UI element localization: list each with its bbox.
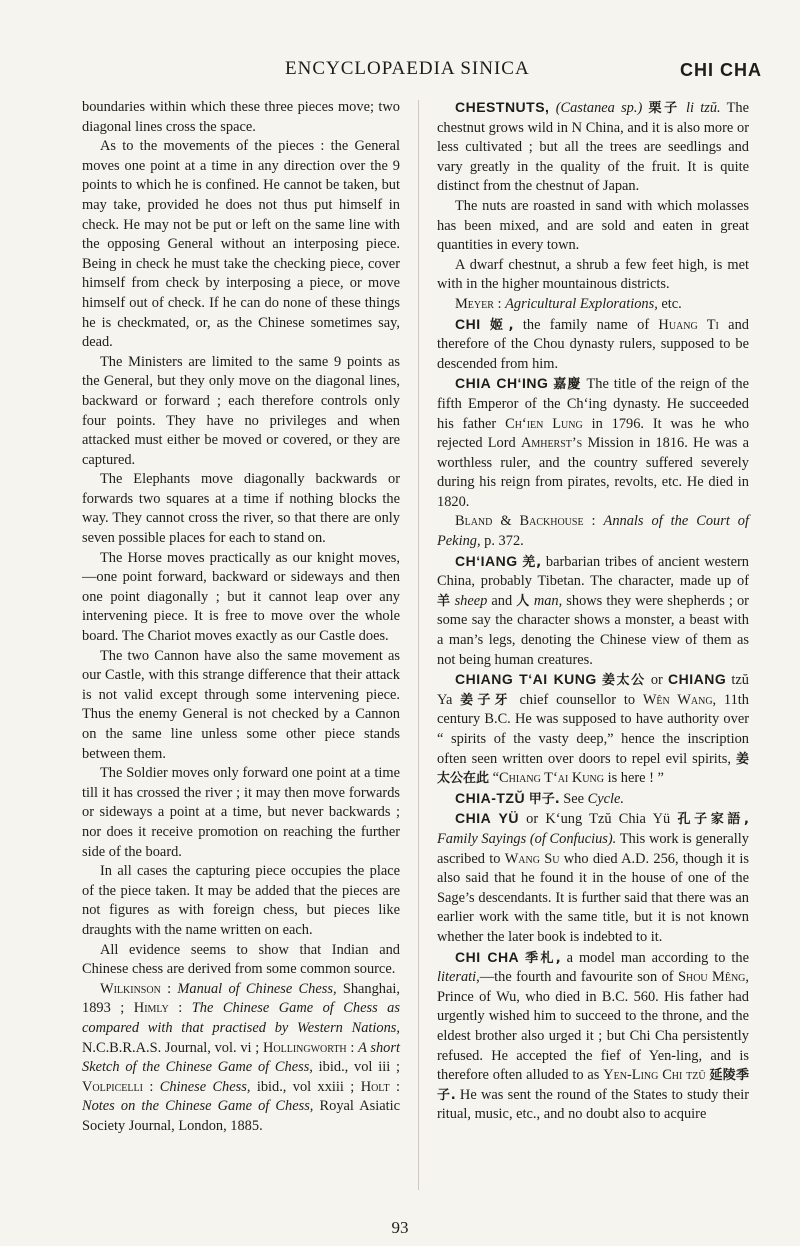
entry-text: in 1796. It was he who rejected Lord (437, 415, 750, 452)
ref-detail: Shanghai, 1893 ; (82, 980, 400, 1017)
entry-text: chief counsellor to (511, 691, 643, 708)
entry-heading: CHIA-TZŬ (455, 789, 526, 806)
chinese-characters: 姜太公 (601, 673, 646, 689)
left-column (82, 98, 400, 1136)
entry-chiang-tai-kung (437, 670, 749, 789)
entry-heading: CH‘IANG (455, 552, 518, 569)
ref-author: Wilkinson (100, 980, 161, 997)
entry-heading: CHIA YÜ (455, 810, 519, 827)
entry-heading: CHESTNUTS, (455, 99, 550, 115)
chinese-characters: 人 (516, 593, 530, 609)
chinese-characters: 姜子牙 (460, 692, 512, 708)
entry-heading: CHIA CH‘ING (455, 375, 549, 392)
entry-chia-tzu (437, 789, 749, 810)
entry-text: tzŭ Ya (437, 672, 749, 708)
entry-chi-cha (437, 948, 749, 1125)
entry-text: shows they were shepherds ; or some say the character shows a monster, a beast with a man’s legs, denoting the Chinese view of them as not being human creatures. (437, 592, 749, 668)
entry-heading: CHI (455, 315, 481, 332)
entry-text: a model man according to the (560, 949, 749, 966)
entry-text: The chestnut grows wild in N China, and it is also more or less cultivated ; but all the trees are seedlings and vary greatly in the quality of the fruit. It is quite distinct from the chestnut of Japan. (437, 100, 749, 195)
entry-text: See (559, 790, 588, 807)
chinese-characters: 羊 (437, 593, 451, 609)
ref-author: Himly (133, 1000, 169, 1017)
person-name: Amherst’s (520, 435, 583, 452)
ref-detail: Royal Asiatic Society Journal, London, 1885. (82, 1098, 400, 1134)
ref-title: Chinese Chess, (159, 1078, 251, 1095)
entry-text: or K‘ung Tzŭ Chia Yü (518, 811, 678, 828)
entry-text: and (487, 592, 517, 609)
ref-detail: ibid., vol iii ; (312, 1059, 400, 1076)
chinese-characters: 姬, (489, 317, 514, 333)
person-name: Wang Su (504, 850, 560, 867)
right-column (437, 98, 749, 1125)
person-name: Wên Wang, (642, 691, 717, 708)
paragraph: In all cases the capturing piece occupies the place of the piece taken. It may be added that the pieces are not figures as with foreign chess, but pieces like draughts with the name written on each. (82, 863, 400, 938)
entry-heading: CHIANG T‘AI KUNG (455, 671, 597, 688)
chinese-characters: 季札, (525, 950, 561, 966)
person-name: Shou Mêng, (677, 969, 749, 986)
gloss: sheep (454, 592, 488, 609)
gloss: man, (533, 592, 563, 609)
entry-text: Mission in 1816. He was a worthless ruler, and the country suffered severely during his reign from pirates, revolts, etc. He died in 1820. (437, 435, 750, 510)
work-title: Family Sayings (of Confucius). (437, 830, 617, 847)
paragraph: All evidence seems to show that Indian and Chinese chess are derived from some common source. (82, 941, 400, 978)
ref-title: The Chinese Game of Chess as compared with that practised by Western Nations, (82, 1000, 400, 1036)
ref-detail: etc. (657, 295, 682, 312)
paragraph: The Soldier moves only forward one point at a time till it has crossed the river ; it may then move forwards or sideways a point at a time, but never backwards ; nor does it receive promotion on reaching the further side of the board. (82, 765, 400, 860)
reference: Bland & Backhouse : Annals of the Court of Peking, p. 372. (437, 513, 749, 550)
person-name: Yen-Ling Chi tzŭ (603, 1067, 706, 1084)
entry-text: This work is generally ascribed to (437, 830, 749, 867)
ref-title: Annals of the Court of Peking, (437, 513, 749, 550)
chinese-characters: 羌, (522, 554, 542, 570)
ref-title: Notes on the Chinese Game of Chess, (82, 1098, 314, 1115)
romanization: li tzŭ. (686, 100, 721, 116)
entry-text: He was sent the round of the States to study their ritual, music, etc., and no doubt also to acquire (437, 1086, 749, 1123)
entry-chia-yu (437, 809, 749, 947)
ref-title: Manual of Chinese Chess, (177, 980, 337, 997)
chinese-characters: 孔子家語, (677, 812, 749, 828)
paragraph: The nuts are roasted in sand with which molasses has been mixed, and are sold and eaten in great quantities in every town. (437, 197, 749, 254)
entry-heading: CHIANG (668, 671, 727, 688)
ref-author: Meyer (455, 295, 494, 312)
ref-author: Bland & Backhouse (455, 513, 584, 530)
entry-text: The title of the reign of the fifth Emperor of the Ch‘ing dynasty. He succeeded his father (437, 376, 749, 432)
running-head: CHI CHA (680, 60, 762, 80)
gloss: literati, (437, 969, 480, 986)
references: Wilkinson : Manual of Chinese Chess, Shanghai, 1893 ; Himly : The Chinese Game of Chess as compared with that practised by Western Nations, N.C.B.R.A.S. Journal, vol. vi ; Hollingworth : A short Sketch of the Chinese Game of Chess, ibid., vol iii ; Volpicelli : Chinese Chess, ibid., vol xxiii ; Holt : Notes on the Chinese Game of Chess, Royal Asiatic Society Journal, London, 1885. (82, 980, 400, 1134)
paragraph: boundaries within which these three pieces move; two diagonal lines cross the space. (82, 99, 400, 135)
paragraph: The Ministers are limited to the same 9 points as the General, but they only move on the diagonal lines, backward or forward ; each therefore controls only four points. They have no privileges and when attacked must either be moved or covered, or they are captured. (82, 353, 400, 468)
ref-title: Agricultural Explorations, (505, 295, 658, 312)
entry-chi (437, 315, 749, 375)
entry-text: Prince of Wu, who died in B.C. 560. His father had urgently wished him to succeed to the throne, and the eldest brother also urged it ; but Chi Cha persistently refused. He accepted the fief of Yen-ling, and is therefore often alluded to as (437, 988, 749, 1084)
ref-author: Volpicelli (82, 1078, 143, 1095)
person-name: “Chiang T‘ai Kung (492, 770, 604, 787)
entry-text: —the fourth and favourite son of (479, 969, 678, 986)
paragraph: A dwarf chestnut, a shrub a few feet high, is met with in the higher mountainous districts. (437, 256, 749, 293)
entry-heading: CHI CHA (455, 948, 520, 965)
ref-author: Holt (360, 1078, 390, 1095)
entry-text: or (645, 672, 668, 689)
person-name: Huang Ti (658, 316, 719, 333)
latin-name: (Castanea sp.) (555, 100, 643, 116)
ref-detail: N.C.B.R.A.S. Journal, vol. vi ; (82, 1039, 263, 1056)
entry-text: who died A.D. 256, though it is also said that he found it in the house of one of the Sage’s descendants. It is further said that there was an earlier work with the same title, but it is not known whether the later book is indebted to it. (437, 850, 749, 945)
person-name: Ch‘ien Lung (505, 415, 583, 432)
paragraph: The Horse moves practically as our knight moves,—one point forward, backward or sideways and then one point diagonally ; but it cannot leap over any intervening piece. It is free to move over the whole board. The Chariot moves exactly as our Castle does. (82, 549, 400, 645)
reference: Meyer : Agricultural Explorations, etc. (455, 295, 682, 312)
entry-chestnuts (437, 98, 749, 197)
chinese-characters: 甲子. (528, 791, 560, 807)
page-number: 93 (391, 1218, 409, 1237)
paragraph: The two Cannon have also the same movement as our Castle, with this strange difference that their attack is not valid except through some intervening piece. Thus the enemy General is not checked by a Cannon on the same line unless some other piece stands between them. (82, 647, 400, 762)
ref-detail: p. 372. (480, 533, 524, 550)
paragraph: The Elephants move diagonally backwards or forwards two squares at a time if nothing blocks the way. They cannot cross the river, so that there are only seven possible places for each to stand on. (82, 471, 400, 547)
chinese-characters: 延陵季子. (437, 1068, 749, 1103)
ref-detail: ibid., vol xxiii ; (250, 1078, 361, 1095)
chinese-characters: 嘉慶 (553, 377, 582, 393)
entry-text: the family name of (513, 316, 659, 333)
entry-text: 11th century B.C. He was supposed to have authority over “ spirits of the vasty deep,” hence the inscription often seen written over doors to repel evil spirits, (437, 691, 749, 767)
entry-text: and therefore of the Chou dynasty rulers, supposed to be descended from him. (437, 316, 749, 372)
ref-title: A short Sketch of the Chinese Game of Chess, (82, 1039, 400, 1076)
column-divider (418, 100, 419, 1190)
running-title: ENCYCLOPAEDIA SINICA (285, 58, 530, 79)
cross-reference: Cycle. (587, 790, 625, 807)
chinese-characters: 栗子 (648, 101, 680, 116)
paragraph: As to the movements of the pieces : the General moves one point at a time in any direction over the 9 points to which he is confined. He cannot be taken, but may take, provided he does not thus put himself in check. He may not be put or left on the same line with the opposing General without an interposing piece. Being in check he must take the checking piece, cover himself from check by interposing a piece, or move himself out of check. If he can do none of these things he is checkmated, or, as the Chinese sometimes say, dead. (82, 138, 400, 351)
entry-chia-ching (437, 374, 749, 512)
entry-text: is here ! ” (603, 770, 664, 787)
chinese-characters: 姜太公在此 (437, 751, 749, 787)
entry-chiang (437, 552, 749, 671)
entry-text: barbarian tribes of ancient western China, probably Tibetan. The character, made up of (437, 553, 749, 590)
running-header (0, 58, 800, 88)
ref-author: Hollingworth (262, 1039, 347, 1056)
